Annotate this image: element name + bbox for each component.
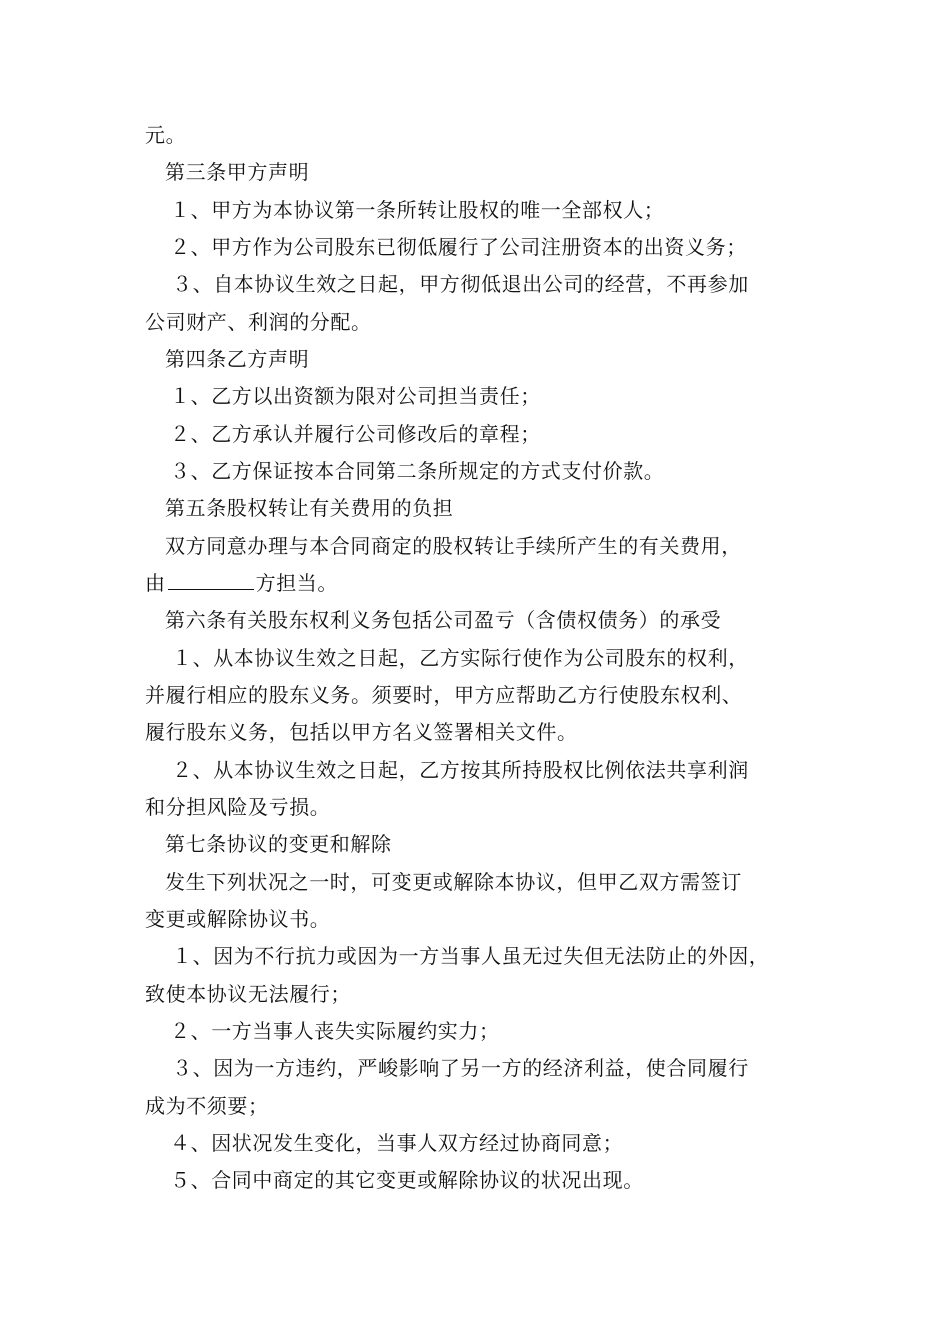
text-line: １、乙方以出资额为限对公司担当责任； [170,384,541,408]
text-line: ２、甲方作为公司股东已彻低履行了公司注册资本的出资义务； [170,235,747,259]
text-before-blank: 由 [145,571,166,595]
section-heading: 第三条甲方声明 [165,160,310,184]
text-line: ２、乙方承认并履行公司修改后的章程； [170,422,541,446]
text-line: １、甲方为本协议第一条所转让股权的唯一全部权人； [170,198,665,222]
text-line: 致使本协议无法履行； [145,982,351,1006]
text-after-blank: 方担当。 [255,571,339,595]
text-line: 公司财产、利润的分配。 [145,310,372,334]
fill-in-blank [168,571,254,590]
text-line: ２、从本协议生效之日起，乙方按其所持股权比例依法共享利润 [172,758,749,782]
section-heading: 第七条协议的变更和解除 [165,832,392,856]
text-line: 双方同意办理与本合同商定的股权转让手续所产生的有关费用， [165,534,742,558]
section-heading: 第四条乙方声明 [165,347,310,371]
text-line: ４、因状况发生变化，当事人双方经过协商同意； [170,1131,624,1155]
text-line: ３、乙方保证按本合同第二条所规定的方式支付价款。 [170,459,665,483]
section-heading: 第五条股权转让有关费用的负担 [165,496,454,520]
text-line: 成为不须要； [145,1094,269,1118]
section-heading: 第六条有关股东权利义务包括公司盈亏（含债权债务）的承受 [165,608,722,632]
text-line: 和分担风险及亏损。 [145,795,331,819]
text-line: １、从本协议生效之日起，乙方实际行使作为公司股东的权利， [172,646,749,670]
text-line: 元。 [145,123,187,147]
text-line: 履行股东义务，包括以甲方名义签署相关文件。 [145,720,578,744]
text-line: １、因为不行抗力或因为一方当事人虽无过失但无法防止的外因， [172,944,770,968]
text-line: 变更或解除协议书。 [145,907,331,931]
text-line: 发生下列状况之一时，可变更或解除本协议，但甲乙双方需签订 [165,870,742,894]
text-line: ３、自本协议生效之日起，甲方彻低退出公司的经营，不再参加 [172,272,749,296]
text-line: ５、合同中商定的其它变更或解除协议的状况出现。 [170,1168,644,1192]
text-line-with-blank [145,569,338,597]
text-line: ２、一方当事人丧失实际履约实力； [170,1019,500,1043]
text-line: ３、因为一方违约，严峻影响了另一方的经济利益，使合同履行 [172,1056,749,1080]
text-line: 并履行相应的股东义务。须要时，甲方应帮助乙方行使股东权利、 [145,683,743,707]
